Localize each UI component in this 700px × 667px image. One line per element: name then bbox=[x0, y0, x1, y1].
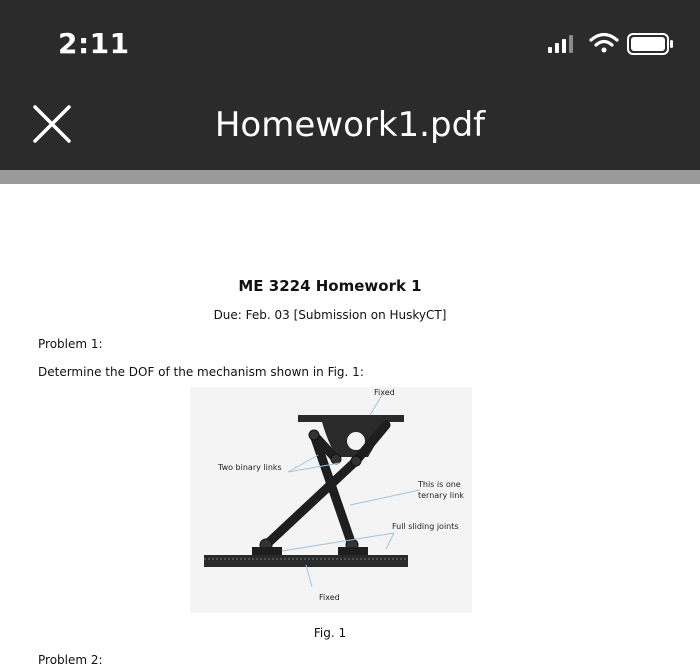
label-fixed-bottom: Fixed bbox=[319, 593, 340, 602]
toolbar-divider bbox=[0, 170, 700, 184]
status-icons bbox=[546, 30, 676, 58]
signal-icon bbox=[548, 35, 573, 53]
problem-1-text: Determine the DOF of the mechanism shown in Fig. 1: bbox=[38, 365, 364, 379]
figure-caption: Fig. 1 bbox=[313, 626, 347, 640]
problem-2-heading: Problem 2: bbox=[38, 653, 103, 667]
label-sliding-joints: Full sliding joints bbox=[392, 522, 459, 531]
mechanism-figure bbox=[190, 387, 472, 613]
status-time: 2:11 bbox=[58, 27, 130, 60]
top-navbar bbox=[0, 86, 700, 170]
label-ternary-line1: This is one bbox=[418, 480, 461, 489]
wifi-icon bbox=[591, 35, 617, 53]
label-binary-links: Two binary links bbox=[218, 463, 282, 472]
battery-icon bbox=[628, 34, 673, 54]
problem-1-heading: Problem 1: bbox=[38, 337, 103, 351]
label-ternary-link bbox=[418, 479, 464, 501]
homework-title: ME 3224 Homework 1 bbox=[238, 277, 422, 295]
pdf-page[interactable] bbox=[0, 184, 700, 667]
status-bar bbox=[0, 0, 700, 86]
document-title: Homework1.pdf bbox=[214, 105, 486, 145]
label-fixed-top: Fixed bbox=[374, 388, 395, 397]
label-ternary-line2: ternary link bbox=[418, 491, 464, 500]
due-date: Due: Feb. 03 [Submission on HuskyCT] bbox=[213, 308, 447, 322]
